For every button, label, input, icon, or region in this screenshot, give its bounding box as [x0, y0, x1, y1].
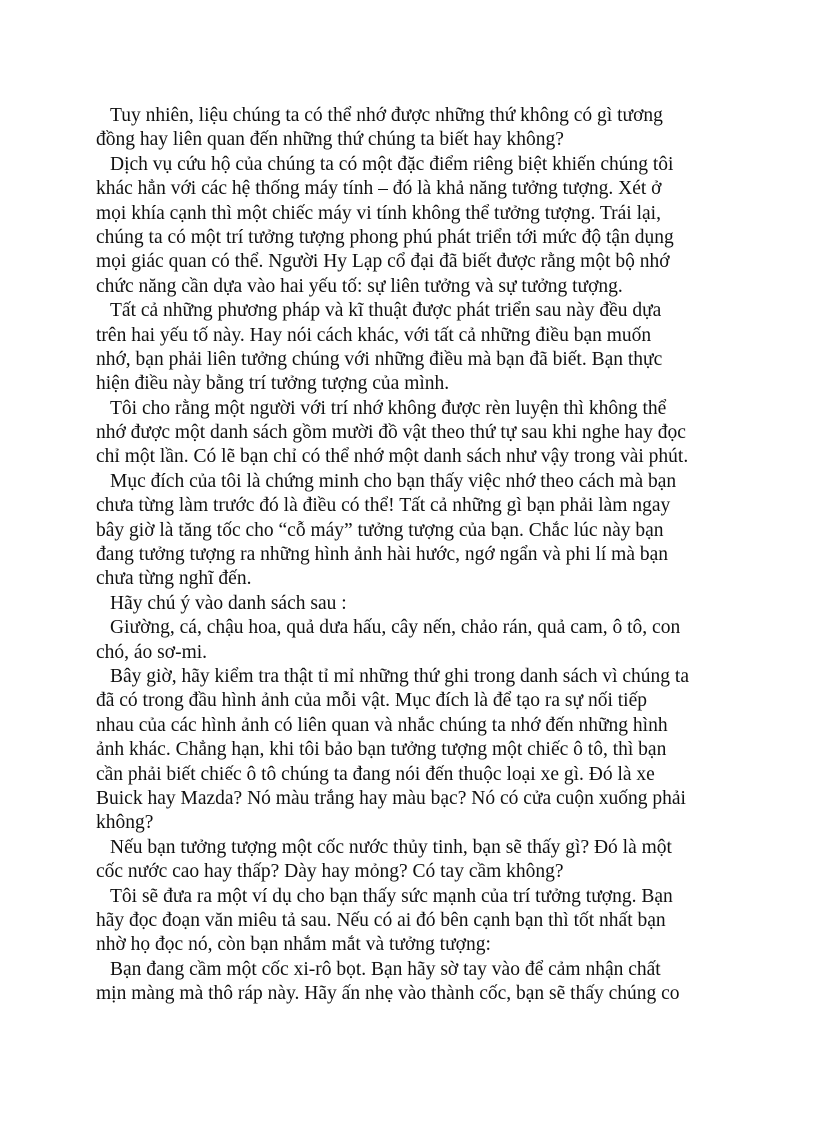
text-line: nhớ, bạn phải liên tưởng chúng với những điều mà bạn đã biết. Bạn thực: [96, 348, 663, 370]
text-line: chó, áo sơ-mi.: [96, 641, 208, 663]
text-line: ảnh khác. Chẳng hạn, khi tôi bảo bạn tưởng tượng một chiếc ô tô, thì bạn: [96, 739, 667, 761]
text-line: mịn màng mà thô ráp này. Hãy ấn nhẹ vào thành cốc, bạn sẽ thấy chúng co: [96, 983, 680, 1005]
text-line: hiện điều này bằng trí tưởng tượng của mình.: [96, 373, 450, 395]
text-line: đang tưởng tượng ra những hình ảnh hài hước, ngớ ngẩn và phi lí mà bạn: [96, 544, 669, 566]
document-page: [96, 104, 720, 1006]
text-line: nhớ được một danh sách gồm mười đồ vật theo thứ tự sau khi nghe hay đọc: [96, 422, 686, 444]
text-line: khác hẳn với các hệ thống máy tính – đó là khả năng tưởng tượng. Xét ở: [96, 178, 662, 200]
text-line: đồng hay liên quan đến những thứ chúng ta biết hay không?: [96, 129, 564, 151]
text-line: chưa từng nghĩ đến.: [96, 568, 252, 590]
text-line: Buick hay Mazda? Nó màu trắng hay màu bạc? Nó có cửa cuộn xuống phải: [96, 787, 686, 809]
text-line: nhờ họ đọc nó, còn bạn nhắm mắt và tưởng tượng:: [96, 934, 491, 956]
text-line: Hãy chú ý vào danh sách sau :: [110, 592, 347, 614]
text-line: Tuy nhiên, liệu chúng ta có thể nhớ được những thứ không có gì tương: [110, 105, 663, 126]
text-line: đã có trong đầu hình ảnh của mỗi vật. Mục đích là để tạo ra sự nối tiếp: [96, 690, 647, 712]
text-line: Bây giờ, hãy kiểm tra thật tỉ mỉ những thứ ghi trong danh sách vì chúng ta: [110, 665, 689, 687]
text-line: chỉ một lần. Có lẽ bạn chỉ có thể nhớ một danh sách như vậy trong vài phút.: [96, 446, 689, 468]
text-line: Dịch vụ cứu hộ của chúng ta có một đặc điểm riêng biệt khiến chúng tôi: [110, 153, 674, 175]
text-line: mọi giác quan có thể. Người Hy Lạp cổ đại đã biết được rằng một bộ nhớ: [96, 251, 670, 273]
text-line: chưa từng làm trước đó là điều có thể! Tất cả những gì bạn phải làm ngay: [96, 495, 671, 517]
text-line: Tất cả những phương pháp và kĩ thuật được phát triển sau này đều dựa: [110, 300, 662, 322]
text-line: hãy đọc đoạn văn miêu tả sau. Nếu có ai đó bên cạnh bạn thì tốt nhất bạn: [96, 909, 666, 931]
text-line: mọi khía cạnh thì một chiếc máy vi tính không thể tưởng tượng. Trái lại,: [96, 202, 661, 224]
text-line: trên hai yếu tố này. Hay nói cách khác, với tất cả những điều bạn muốn: [96, 324, 652, 346]
text-line: cốc nước cao hay thấp? Dày hay mỏng? Có tay cầm không?: [96, 861, 564, 883]
text-line: không?: [96, 812, 154, 834]
text-line: Nếu bạn tưởng tượng một cốc nước thủy tinh, bạn sẽ thấy gì? Đó là một: [110, 836, 672, 858]
text-line: Mục đích của tôi là chứng minh cho bạn thấy việc nhớ theo cách mà bạn: [110, 470, 677, 492]
text-line: bây giờ là tăng tốc cho “cỗ máy” tưởng tượng của bạn. Chắc lúc này bạn: [96, 519, 664, 541]
text-line: chúng ta có một trí tưởng tượng phong phú phát triển tới mức độ tận dụng: [96, 226, 674, 248]
text-line: nhau của các hình ảnh có liên quan và nhắc chúng ta nhớ đến những hình: [96, 714, 668, 736]
text-line: Tôi cho rằng một người với trí nhớ không được rèn luyện thì không thể: [110, 397, 667, 419]
text-line: Tôi sẽ đưa ra một ví dụ cho bạn thấy sức mạnh của trí tưởng tượng. Bạn: [110, 885, 673, 907]
text-line: chức năng cần dựa vào hai yếu tố: sự liên tưởng và sự tưởng tượng.: [96, 275, 623, 297]
text-line: Giường, cá, chậu hoa, quả dưa hấu, cây nến, chảo rán, quả cam, ô tô, con: [110, 617, 681, 639]
text-line: cần phải biết chiếc ô tô chúng ta đang nói đến thuộc loại xe gì. Đó là xe: [96, 763, 655, 785]
text-line: Bạn đang cầm một cốc xi-rô bọt. Bạn hãy sờ tay vào để cảm nhận chất: [110, 958, 661, 980]
